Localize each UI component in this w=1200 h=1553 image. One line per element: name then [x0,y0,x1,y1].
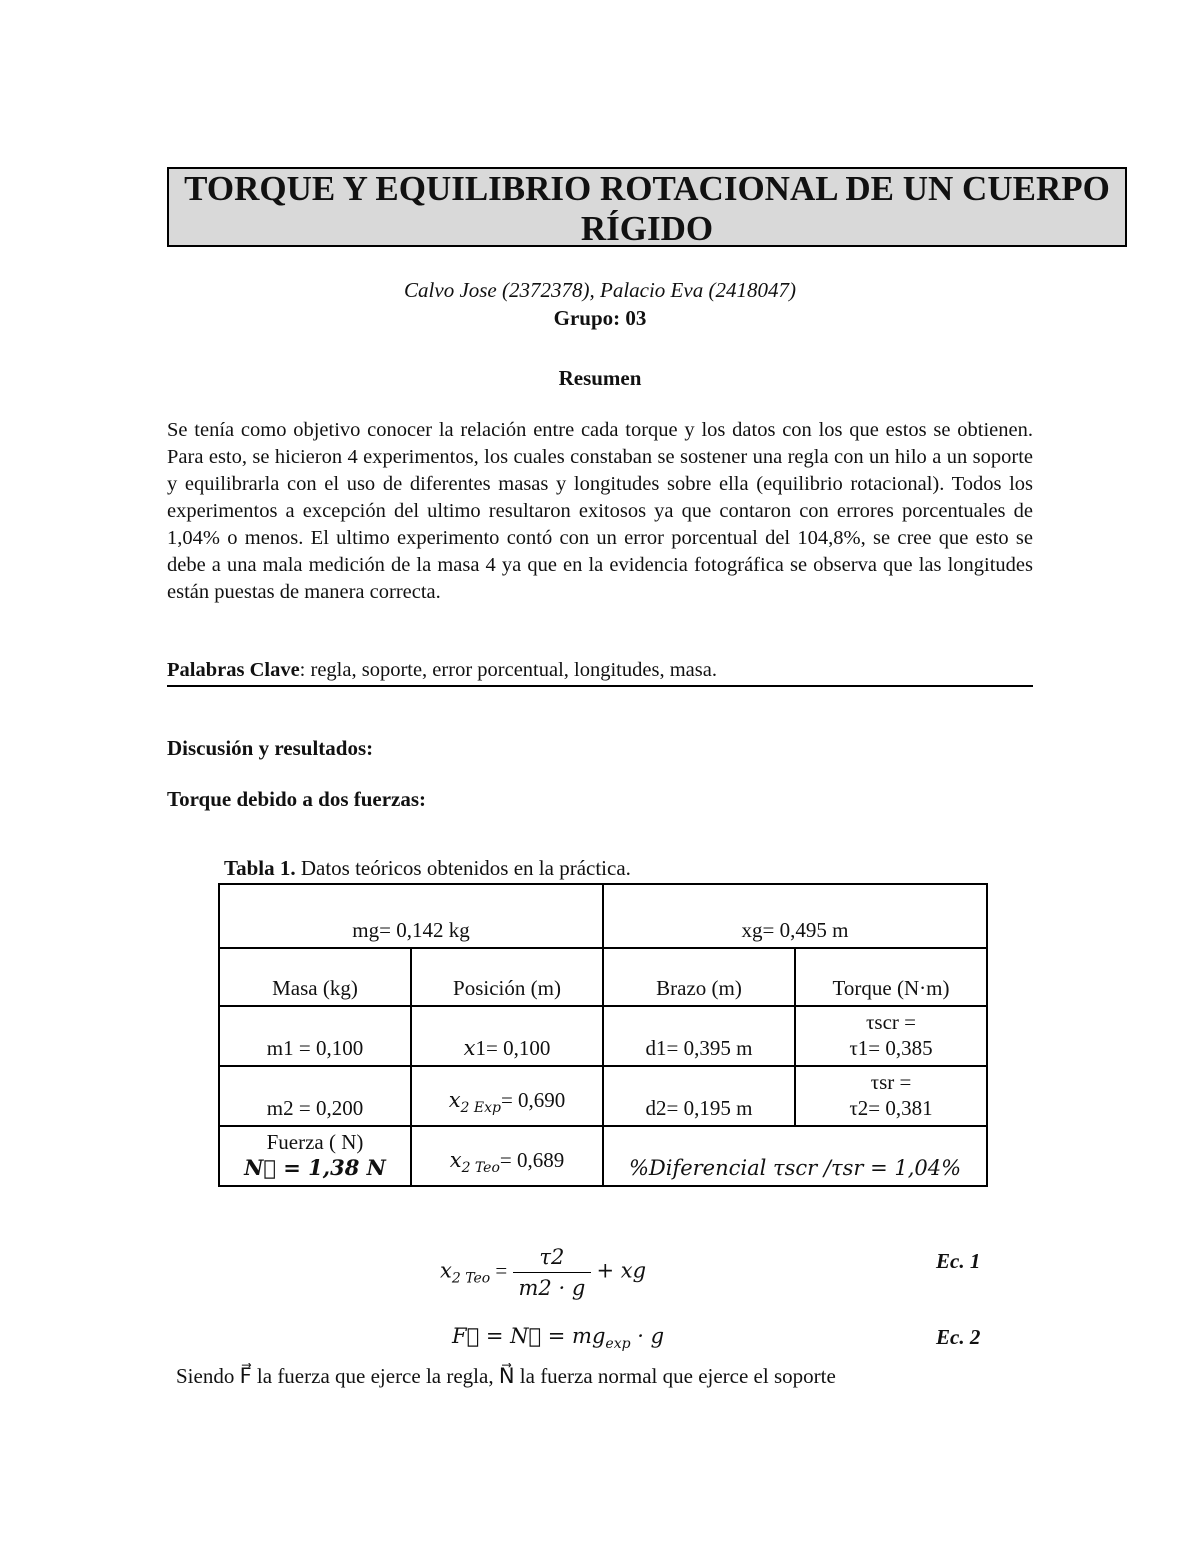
title-line-1: TORQUE Y EQUILIBRIO ROTACIONAL DE UN CUERPO [184,169,1110,208]
table-header: Brazo (m) [603,948,795,1006]
table-cell-mg: mg= 0,142 kg [219,884,603,948]
table-row [219,1006,987,1066]
table-cell: m2 = 0,200 [219,1066,411,1126]
final-text: Siendo F⃗ la fuerza que ejerce la regla, N⃗ la fuerza normal que ejerce el soporte [176,1364,836,1388]
table-cell: $x_{2 Teo}= 0,689$ [411,1126,603,1186]
equation-1-label: Ec. 1 [936,1249,981,1273]
resumen-heading: Resumen [558,366,642,390]
equation-1: $x_{2 Teo}$ = $\frac{\tau 2}{m2 \cdot g}$ + xg [440,1242,646,1303]
table-cell: $x_{2 Exp}= 0,690$ [411,1066,603,1126]
table-header: Masa (kg) [219,948,411,1006]
table-cell: τscr = τ1= 0,385 [795,1006,987,1066]
table-cell-diferencial: %Diferencial τscr /τsr = 1,04% [603,1126,987,1186]
table-cell-xg: xg= 0,495 m [603,884,987,948]
keywords-text: : regla, soporte, error porcentual, longitudes, masa. [299,659,717,681]
table-cell: x1= 0,100 [411,1006,603,1066]
fraction: $\frac{\tau 2}{m2 \cdot g}$ [513,1242,592,1303]
table-cell: τsr = τ2= 0,381 [795,1066,987,1126]
keywords [167,657,1033,684]
keywords-label: Palabras Clave [167,659,300,681]
equation-2: F⃗ = N⃗ = $mg_{exp} \cdot g$ [452,1324,665,1353]
data-table [218,883,988,1187]
table-cell: m1 = 0,100 [219,1006,411,1066]
table-header: Torque (N·m) [795,948,987,1006]
group: Grupo: 03 [553,306,647,330]
equation-2-label: Ec. 2 [936,1325,981,1349]
table-caption-label: Tabla 1. [224,856,296,880]
table-header: Posición (m) [411,948,603,1006]
abstract: Se tenía como objetivo conocer la relación entre cada torque y los datos con los que estos se obtienen. Para esto, se hicieron 4 experimentos, los cuales constaban se sostener una regla con un hilo a un soporte y equilibrarla con el uso de diferentes masas y longitudes sobre ella (equilibrio rotacional). Todos los experimentos a excepción del ultimo resultaron exitosos ya que contaron con errores porcentuales de 1,04% o menos. El ultimo experimento contó con un error porcentual del 104,8%, se cree que esto se debe a una mala medición de la masa 4 ya que en la evidencia fotográfica se observa que las longitudes están puestas de manera correcta. [167,419,1033,603]
authors: Calvo Jose (2372378), Palacio Eva (2418047) [404,278,796,302]
table-cell: d1= 0,395 m [603,1006,795,1066]
table-cell: d2= 0,195 m [603,1066,795,1126]
subsection-heading: Torque debido a dos fuerzas: [167,787,427,811]
table-row [219,1066,987,1126]
document-title [167,167,1127,247]
table-caption [224,856,631,881]
title-line-2: RÍGIDO [580,209,714,248]
table-row [219,1126,987,1186]
table-row [219,884,987,948]
divider [167,685,1033,687]
section-heading: Discusión y resultados: [167,736,374,760]
table-cell: Fuerza ( N) N⃗ = 1,38 N [219,1126,411,1186]
table-caption-text: Datos teóricos obtenidos en la práctica. [295,856,631,880]
table-header-row [219,948,987,1006]
